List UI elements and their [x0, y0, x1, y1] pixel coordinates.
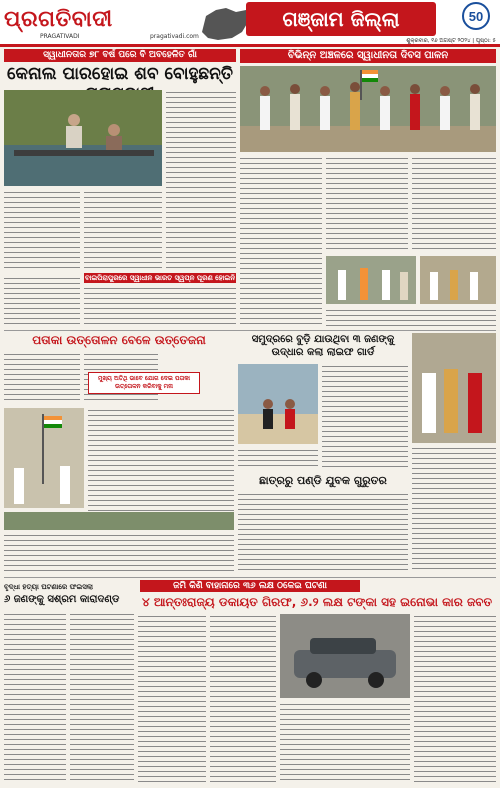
top-strip [0, 44, 500, 47]
mid-center-sub-headline: ଛାତ୍ରରୁ ପଣ୍ଡି ଯୁବକ ଗୁରୁତର [259, 474, 387, 487]
ceremony-photo-1 [326, 256, 416, 304]
flag-hoisting-photo [4, 408, 84, 508]
right-top-text-col4 [326, 308, 496, 326]
left-top-text-col3 [166, 90, 236, 272]
ceremony-photo-2 [420, 256, 496, 304]
left-top-sub-kicker: ବାଇପିରାପୁରରେ ସ୍ୱାଧୀନ ଭାରତ ସ୍ୱପ୍ନ ପୂରଣ ହୋଇନି [84, 274, 236, 282]
paper-logo: ପ୍ରଗତିବାଦୀ [4, 6, 113, 32]
bottom-headline: ୪ ଆନ୍ତଃରାଜ୍ୟ ଡକାୟତ ଗିରଫ, ୬.୨ ଲକ୍ଷ ଟଙ୍କା ସହ ଇନୋଭା କାର ଜବତ [141, 595, 493, 609]
beach-rescue-image [238, 364, 318, 444]
right-top-text-col3 [412, 156, 496, 252]
left-top-text-col2 [84, 190, 162, 272]
mid-left-bottom-photo [4, 512, 234, 530]
bottom-text-col3 [138, 614, 206, 784]
independence-day-photo [240, 66, 496, 152]
section-divider-2 [4, 577, 496, 578]
website-url: pragativadi.com [150, 33, 199, 40]
left-top-text-col5 [84, 286, 236, 326]
ceremony-image-1 [326, 256, 416, 304]
mid-right-photo [412, 333, 496, 443]
paper-name-latin: PRAGATIVADI [40, 33, 80, 40]
section-divider-1 [4, 330, 496, 331]
mid-right-image [412, 333, 496, 443]
seized-car-photo [280, 614, 410, 698]
left-top-headline: କେନାଲ ପାରହୋଇ ଶବ ବୋହୁଛନ୍ତି [7, 64, 233, 84]
seized-car-image [280, 614, 410, 698]
mid-left-text-col4 [4, 533, 234, 573]
left-top-kicker: ସ୍ୱାଧୀନତାର ୭୮ ବର୍ଷ ପରେ ବି ଅବହେଳିତ ଗାଁ [4, 49, 236, 62]
bottom-text-col1 [4, 612, 66, 784]
right-top-kicker: ବିଭିନ୍ନ ଅଞ୍ଚଳରେ ସ୍ୱାଧୀନତା ଦିବସ ପାଳନ [240, 49, 496, 63]
bottom-left-kicker: ବୃଦ୍ଧା ହତ୍ୟା ଘଟଣାରେ ଫଇସଲା [4, 583, 93, 591]
bottom-text-col5 [280, 702, 410, 784]
mid-left-text-col3 [88, 408, 234, 512]
flag-hoisting-image [4, 408, 84, 508]
left-top-text-col4 [4, 276, 80, 326]
right-top-text-col2 [326, 156, 408, 252]
canal-photo-image [4, 90, 162, 186]
bottom-text-col2 [70, 612, 134, 784]
emblem-number: 50 [468, 9, 484, 24]
mid-center-text-col3 [238, 492, 408, 573]
mid-left-text-col1 [4, 352, 80, 404]
mid-right-text [412, 446, 496, 573]
canal-photo [4, 90, 162, 186]
bottom-text-col4 [210, 614, 276, 784]
anniversary-emblem-icon [446, 1, 496, 37]
date-line: ଶୁକ୍ରବାର, ୧୬ ଅଗଷ୍ଟ ୨୦୨୪ | ପୃଷ୍ଠା: ୫ [406, 38, 496, 44]
mid-center-text-col1 [322, 364, 408, 470]
mid-left-headline: ପତାକା ଉତ୍ତୋଳନ ବେଳେ ଉତ୍ତେଜନା [32, 333, 206, 347]
left-top-text-col1 [4, 190, 80, 272]
bottom-text-col6 [414, 614, 496, 784]
bottom-left-headline: ୬ ଜଣଙ୍କୁ ସଶ୍ରମ କାରାଦଣ୍ଡ [4, 594, 120, 605]
district-title: ଗଞ୍ଜାମ ଜିଲ୍ଲା [246, 2, 436, 36]
district-map-icon [196, 2, 252, 44]
independence-day-image [240, 66, 496, 152]
mid-center-text-col2 [238, 448, 318, 470]
bottom-kicker: ଜମି କିଣି ବାହାନାରେ ୩୬ ଲକ୍ଷ ଠକେଇ ଘଟଣା [140, 580, 360, 592]
right-top-text-col1 [240, 156, 322, 326]
mid-left-callout: ମୁଖ୍ୟ ଅତିଥି ଭାବେ ଯୋଗ ଦେଇ ପତାକା ଉତ୍ତୋଳନ କରିବାକୁ ମନା [88, 372, 200, 394]
mid-center-headline: ସମୁଦ୍ରରେ ବୁଡ଼ି ଯାଉଥିବା ୩ ଜଣଙ୍କୁ ଉଦ୍ଧାର କଲା ଲାଇଫ ଗାର୍ଡ [251, 334, 395, 358]
ceremony-image-2 [420, 256, 496, 304]
beach-rescue-photo [238, 364, 318, 444]
